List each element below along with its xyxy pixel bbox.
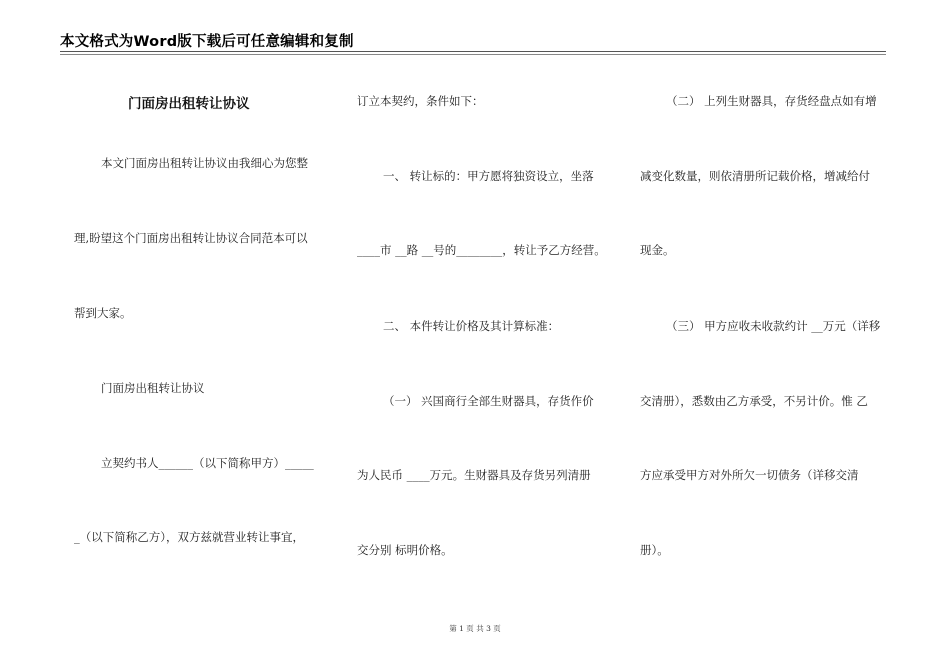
right-line-7: 册）。 (640, 543, 669, 557)
left-line-6: _（以下简称乙方），双方兹就营业转让事宜， (74, 530, 304, 544)
page-number-footer: 第 1 页 共 3 页 (449, 624, 501, 633)
right-line-3: 现金。 (640, 243, 675, 257)
middle-line-3: ____市 __路 __号的________，转让予乙方经营。 (357, 243, 606, 257)
left-line-2: 理,盼望这个门面房出租转让协议合同范本可以 (74, 231, 308, 245)
left-line-4: 门面房出租转让协议 (101, 381, 205, 395)
left-line-3: 帮到大家。 (74, 306, 132, 320)
document-title: 门面房出租转让协议 (128, 96, 250, 112)
document-header-title: 本文格式为Word版下载后可任意编辑和复制 (60, 34, 354, 50)
middle-line-1: 订立本契约，条件如下： (357, 94, 484, 108)
right-line-4: （三） 甲方应收未收款约计 __万元（详移 (666, 319, 881, 333)
header-rule-bottom (60, 54, 886, 55)
middle-line-2: 一、 转让标的：甲方愿将独资设立，坐落 (383, 169, 594, 183)
header-rule-top (60, 51, 886, 52)
middle-line-6: 为人民币 ____万元。生财器具及存货另列清册 (357, 468, 591, 482)
right-line-6: 方应承受甲方对外所欠一切债务（详移交清 (640, 468, 859, 482)
middle-line-7: 交分别 标明价格。 (357, 543, 453, 557)
middle-line-5: （一） 兴国商行全部生财器具，存货作价 (383, 394, 594, 408)
right-line-2: 减变化数量，则依清册所记载价格，增减给付 (640, 169, 870, 183)
middle-line-4: 二、 本件转让价格及其计算标准： (383, 319, 560, 333)
left-line-1: 本文门面房出租转让协议由我细心为您整 (101, 156, 308, 170)
right-line-1: （二） 上列生财器具，存货经盘点如有增 (666, 94, 877, 108)
right-line-5: 交清册），悉数由乙方承受，不另计价。惟 乙 (640, 394, 868, 408)
left-line-5: 立契约书人______（以下简称甲方）_____ (101, 456, 314, 470)
